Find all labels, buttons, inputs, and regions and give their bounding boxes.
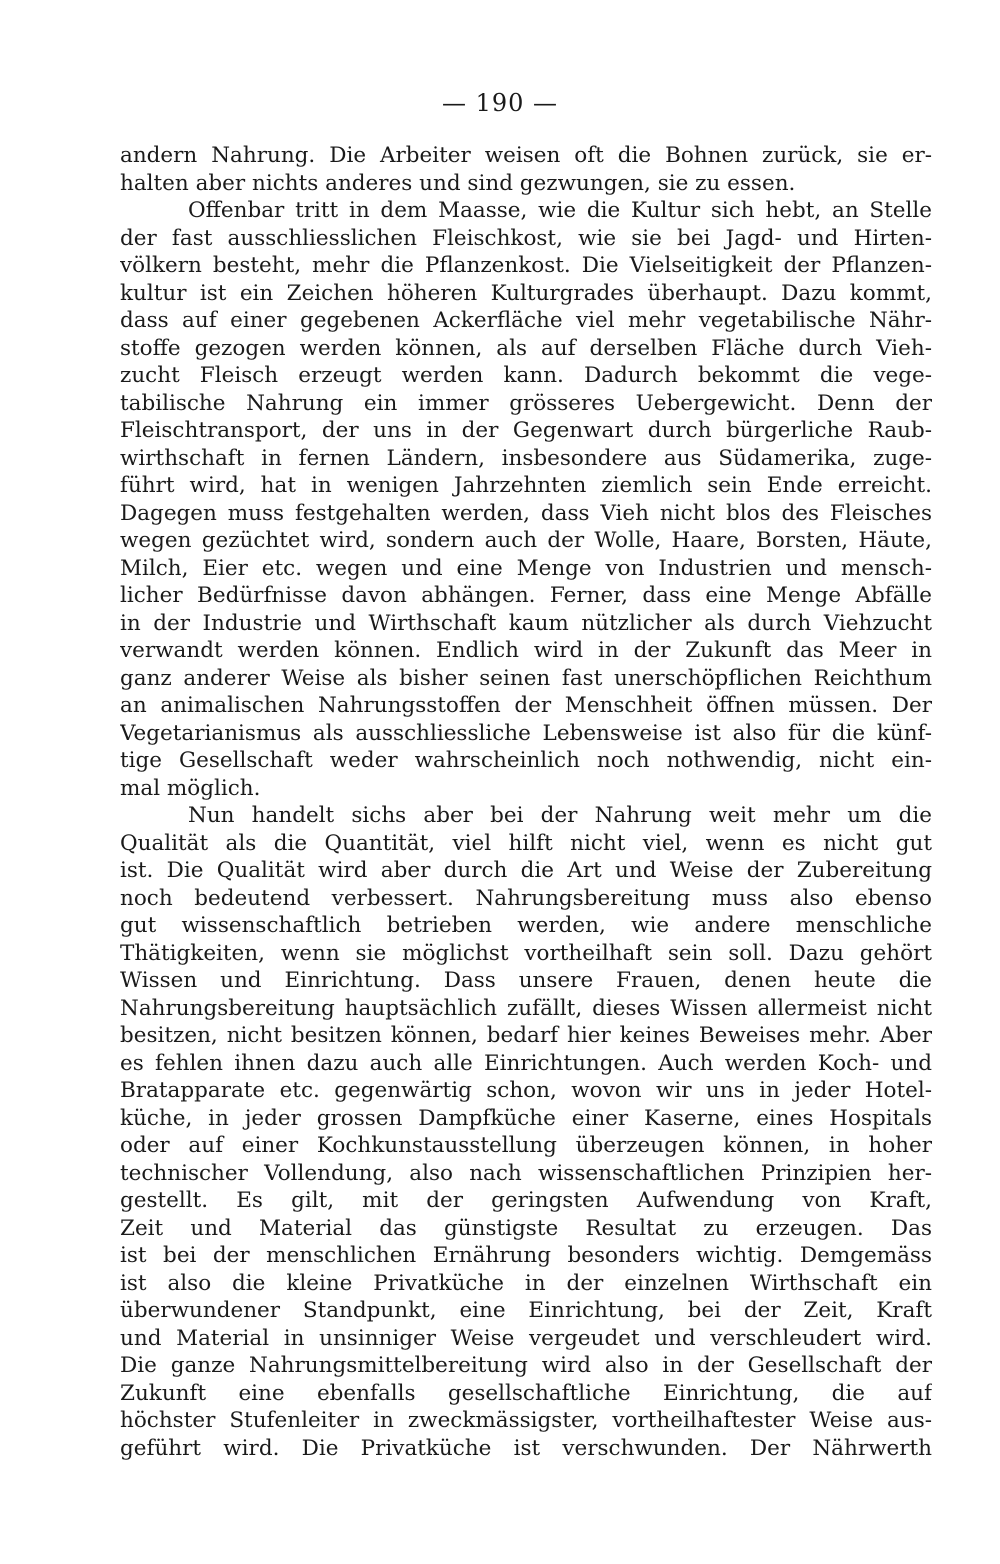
text-line: wirthschaft in fernen Ländern, insbesondere aus Südamerika, zuge- [120,445,932,471]
text-line: küche, in jeder grossen Dampfküche einer Kaserne, eines Hospitals [120,1105,932,1131]
text-line: Qualität als die Quantität, viel hilft nicht viel, wenn es nicht gut [120,830,932,856]
text-line: dass auf einer gegebenen Ackerfläche viel mehr vegetabilische Nähr- [120,308,932,333]
text-line: Thätigkeiten, wenn sie möglichst vortheilhaft sein soll. Dazu gehört [120,940,932,966]
text-line: wegen gezüchtet wird, sondern auch der Wolle, Haare, Borsten, Häute, [120,528,932,553]
text-line: noch bedeutend verbessert. Nahrungsbereitung muss also ebenso [120,885,932,911]
text-line: Nahrungsbereitung hauptsächlich zufällt, dieses Wissen allermeist nicht [120,995,932,1021]
page-number: — 190 — [441,89,559,117]
text-line: Zukunft eine ebenfalls gesellschaftliche Einrichtung, die auf [120,1380,932,1406]
text-line: Milch, Eier etc. wegen und eine Menge von Industrien und mensch- [120,555,932,581]
text-line: gestellt. Es gilt, mit der geringsten Aufwendung von Kraft, [120,1188,932,1213]
text-line: oder auf einer Kochkunstausstellung überzeugen können, in hoher [120,1133,932,1158]
text-line: führt wird, hat in wenigen Jahrzehnten ziemlich sein Ende erreicht. [120,473,932,498]
text-line: verwandt werden können. Endlich wird in der Zukunft das Meer in [120,638,932,663]
text-line: licher Bedürfnisse davon abhängen. Ferner, dass eine Menge Abfälle [120,583,932,608]
text-line: Dagegen muss festgehalten werden, dass Vieh nicht blos des Fleisches [120,500,932,526]
text-line: Nun handelt sichs aber bei der Nahrung weit mehr um die [188,803,932,828]
text-line: gut wissenschaftlich betrieben werden, wie andere menschliche [120,913,932,938]
body-text [120,142,932,1462]
text-line: zucht Fleisch erzeugt werden kann. Dadurch bekommt die vege- [120,363,932,388]
text-line: geführt wird. Die Privatküche ist verschwunden. Der Nährwerth [120,1435,932,1461]
text-line: halten aber nichts anderes und sind gezwungen, sie zu essen. [120,170,796,196]
text-line: ist also die kleine Privatküche in der einzelnen Wirthschaft ein [120,1270,932,1296]
text-line: der fast ausschliesslichen Fleischkost, wie sie bei Jagd- und Hirten- [120,225,932,251]
text-line: ganz anderer Weise als bisher seinen fast unerschöpflichen Reichthum [120,665,932,691]
text-line: technischer Vollendung, also nach wissenschaftlichen Prinzipien her- [120,1160,932,1186]
text-line: mal möglich. [120,775,261,801]
text-line: höchster Stufenleiter in zweckmässigster, vortheilhaftester Weise aus- [120,1408,932,1433]
text-line: Offenbar tritt in dem Maasse, wie die Kultur sich hebt, an Stelle [188,198,932,223]
text-line: es fehlen ihnen dazu auch alle Einrichtungen. Auch werden Koch- und [120,1050,932,1076]
text-line: Bratapparate etc. gegenwärtig schon, wovon wir uns in jeder Hotel- [120,1078,932,1103]
text-line: und Material in unsinniger Weise vergeudet und verschleudert wird. [120,1325,932,1351]
text-line: Die ganze Nahrungsmittelbereitung wird also in der Gesellschaft der [120,1353,932,1378]
text-line: tige Gesellschaft weder wahrscheinlich noch nothwendig, nicht ein- [120,748,932,773]
text-line: stoffe gezogen werden können, als auf derselben Fläche durch Vieh- [120,335,932,361]
text-line: andern Nahrung. Die Arbeiter weisen oft die Bohnen zurück, sie er- [120,143,932,168]
text-line: kultur ist ein Zeichen höheren Kulturgrades überhaupt. Dazu kommt, [120,280,932,306]
text-line: Zeit und Material das günstigste Resultat zu erzeugen. Das [120,1215,932,1241]
text-line: Wissen und Einrichtung. Dass unsere Frauen, denen heute die [120,968,932,993]
text-line: an animalischen Nahrungsstoffen der Menschheit öffnen müssen. Der [120,693,932,718]
text-line: völkern besteht, mehr die Pflanzenkost. Die Vielseitigkeit der Pflanzen- [120,253,932,278]
text-line: in der Industrie und Wirthschaft kaum nützlicher als durch Viehzucht [120,610,932,636]
text-line: besitzen, nicht besitzen können, bedarf hier keines Beweises mehr. Aber [120,1023,932,1048]
text-line: ist. Die Qualität wird aber durch die Art und Weise der Zubereitung [120,858,932,883]
text-line: überwundener Standpunkt, eine Einrichtung, bei der Zeit, Kraft [120,1298,932,1323]
text-line: Vegetarianismus als ausschliessliche Lebensweise ist also für die künf- [120,720,932,746]
text-line: tabilische Nahrung ein immer grösseres Uebergewicht. Denn der [120,390,932,416]
text-line: Fleischtransport, der uns in der Gegenwart durch bürgerliche Raub- [120,418,932,443]
text-line: ist bei der menschlichen Ernährung besonders wichtig. Demgemäss [120,1243,932,1268]
